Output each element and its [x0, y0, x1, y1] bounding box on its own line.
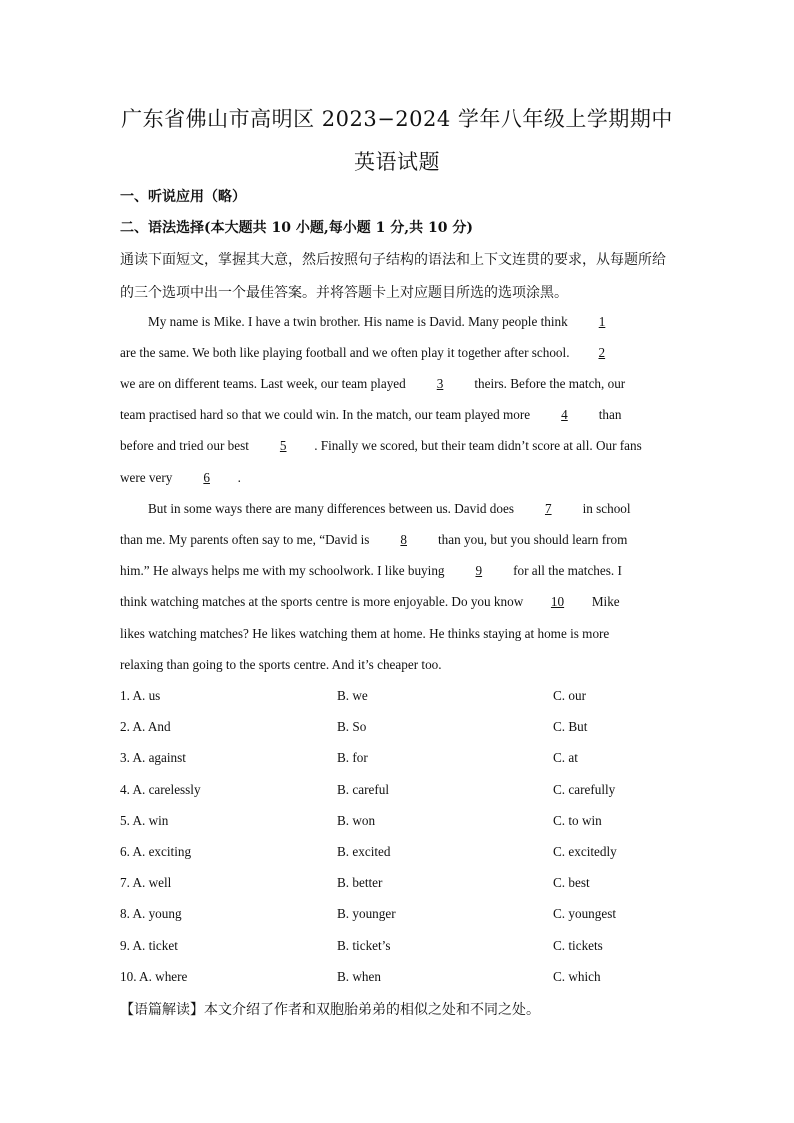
blank-6: 6	[203, 470, 210, 485]
option-a: 9. A. ticket	[120, 938, 178, 953]
option-a: 5. A. win	[120, 813, 169, 828]
section-heading-grammar: 二、语法选择(本大题共 10 小题,每小题 1 分,共 10 分)	[120, 220, 473, 236]
option-b: B. ticket’s	[337, 938, 391, 953]
blank-3: 3	[436, 376, 444, 391]
passage-line: likes watching matches? He likes watching them at home. He thinks staying at home is more	[120, 626, 610, 641]
blank-2: 2	[598, 345, 606, 360]
passage-line: relaxing than going to the sports centre. And it’s cheaper too.	[120, 657, 442, 672]
option-c: C. at	[553, 750, 578, 765]
option-b: B. excited	[337, 844, 391, 859]
passage-line: were very 6 .	[120, 470, 241, 485]
option-c: C. youngest	[553, 906, 617, 921]
option-c: C. excitedly	[553, 844, 617, 859]
document-subtitle: 英语试题	[354, 150, 440, 174]
blank-5: 5	[279, 438, 287, 453]
passage-line: before and tried our best 5 . Finally we scored, but their team didn’t score at all. Our fans	[120, 438, 642, 453]
option-a: 8. A. young	[120, 906, 182, 921]
option-c: C. best	[553, 875, 590, 890]
passage-line: think watching matches at the sports centre is more enjoyable. Do you know 10 Mike	[120, 594, 620, 609]
option-b: B. So	[337, 719, 367, 734]
blank-7: 7	[544, 501, 552, 516]
instruction-line: 的三个选项中出一个最佳答案。并将答题卡上对应题目所选的选项涂黑。	[120, 285, 568, 301]
passage-line: we are on different teams. Last week, our team played 3 theirs. Before the match, our	[120, 376, 626, 391]
passage-line: than me. My parents often say to me, “David is 8 than you, but you should learn from	[120, 532, 628, 547]
option-a: 7. A. well	[120, 875, 172, 890]
passage-line: team practised hard so that we could win. In the match, our team played more 4 than	[120, 407, 622, 422]
option-c: C. to win	[553, 813, 602, 828]
document-title: 广东省佛山市高明区 2023−2024 学年八年级上学期期中	[121, 107, 673, 131]
option-a: 3. A. against	[120, 750, 186, 765]
option-c: C. our	[553, 688, 586, 703]
blank-4: 4	[561, 407, 568, 422]
option-a: 10. A. where	[120, 969, 188, 984]
option-b: B. for	[337, 750, 368, 765]
section-heading-listening: 一、听说应用（略）	[120, 189, 246, 205]
option-b: B. won	[337, 813, 376, 828]
option-c: C. tickets	[553, 938, 603, 953]
passage-line: My name is Mike. I have a twin brother. His name is David. Many people think 1	[148, 314, 703, 330]
option-a: 2. A. And	[120, 719, 171, 734]
option-b: B. we	[337, 688, 368, 703]
passage-summary: 【语篇解读】本文介绍了作者和双胞胎弟弟的相似之处和不同之处。	[120, 1002, 540, 1018]
option-a: 4. A. carelessly	[120, 782, 201, 797]
option-a: 1. A. us	[120, 688, 161, 703]
passage-line: are the same. We both like playing football and we often play it together after school. 2	[120, 345, 675, 361]
option-b: B. careful	[337, 782, 389, 797]
blank-9: 9	[475, 563, 483, 578]
blank-10: 10	[550, 594, 565, 609]
option-a: 6. A. exciting	[120, 844, 192, 859]
passage-line: him.” He always helps me with my schoolwork. I like buying 9 for all the matches. I	[120, 563, 622, 578]
blank-8: 8	[400, 532, 407, 547]
blank-1: 1	[598, 314, 606, 329]
option-c: C. But	[553, 719, 588, 734]
option-c: C. which	[553, 969, 601, 984]
option-c: C. carefully	[553, 782, 616, 797]
option-b: B. when	[337, 969, 381, 984]
option-b: B. younger	[337, 906, 396, 921]
instruction-line: 通读下面短文，掌握其大意，然后按照句子结构的语法和上下文连贯的要求，从每题所给	[120, 252, 666, 268]
option-b: B. better	[337, 875, 383, 890]
passage-line: But in some ways there are many differences between us. David does 7 in school	[148, 501, 631, 516]
